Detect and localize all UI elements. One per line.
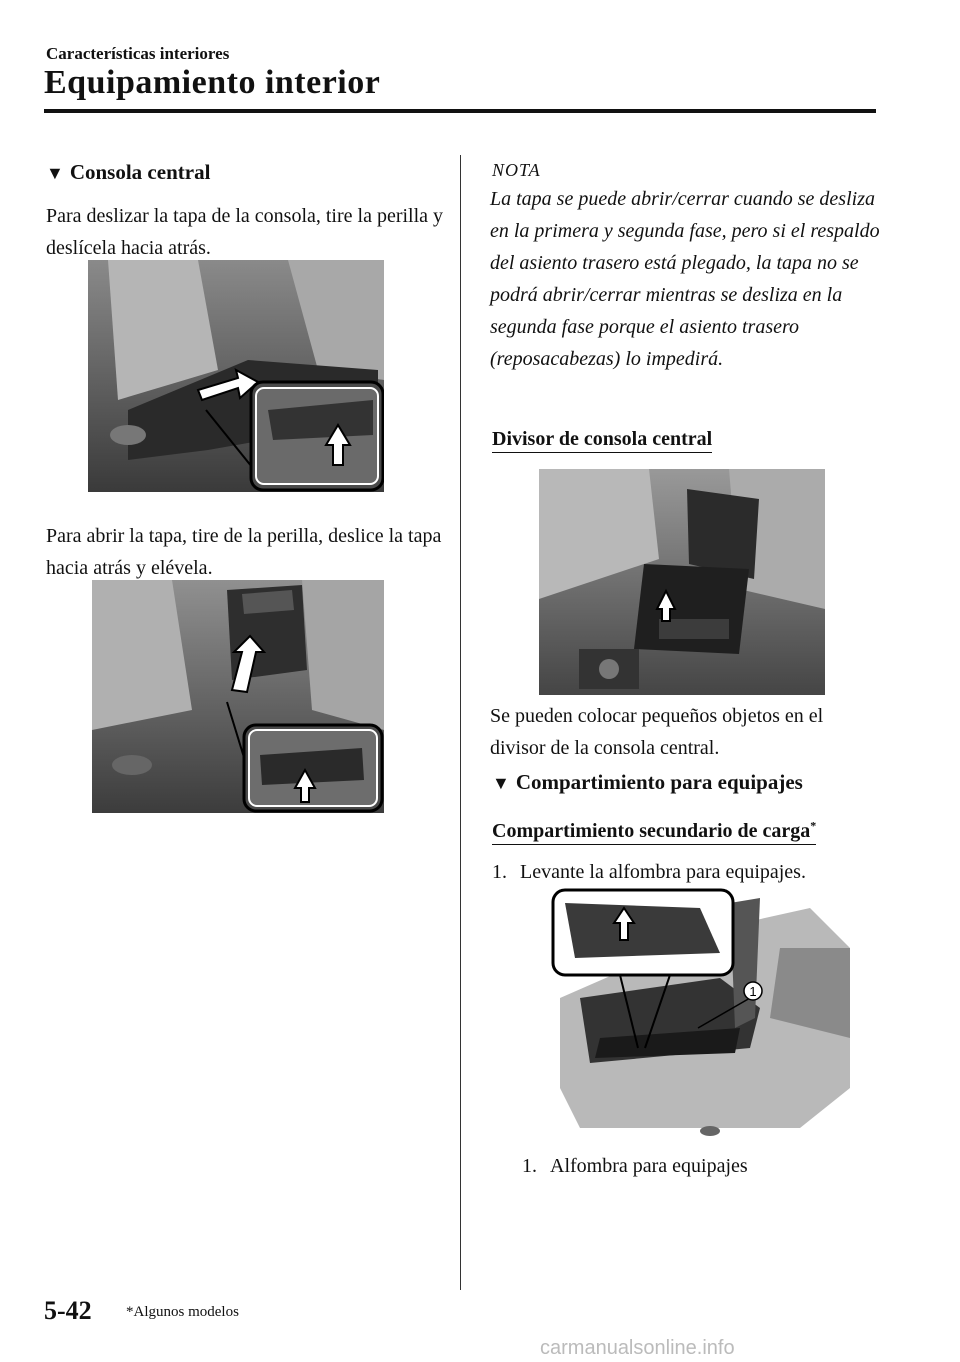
console-slide-illustration — [88, 260, 384, 492]
step-1-number: 1. — [492, 861, 507, 883]
column-divider — [460, 155, 461, 1290]
subheading-divisor-text: Divisor de consola central — [492, 428, 712, 453]
subheading-secundario-wrap — [492, 820, 816, 845]
legend-number: 1. — [522, 1155, 537, 1177]
heading-text: Compartimiento para equipajes — [515, 770, 803, 794]
subheading-secundario — [492, 818, 816, 843]
section-label: Características interiores — [46, 44, 230, 63]
note-text: La tapa se puede abrir/cerrar cuando se desliza en la primera y segunda fase, pero si el respaldo del asiento trasero está plegado, la tapa no se podrá abrir/cerrar mientras se desliza en la segunda fase porque el asiento trasero (reposacabezas) lo impedirá. — [490, 188, 880, 370]
callout-number: 1 — [749, 984, 757, 999]
console-divider-illustration — [539, 469, 825, 695]
luggage-photo — [550, 888, 858, 1143]
heading-text: Consola central — [69, 160, 211, 184]
luggage-illustration — [550, 888, 858, 1143]
note-title: NOTA — [492, 160, 541, 180]
footnote-mark: * — [810, 818, 817, 832]
console-open-illustration — [92, 580, 384, 813]
step-1-text: Levante la alfombra para equipajes. — [520, 861, 806, 883]
legend-text: Alfombra para equipajes — [550, 1155, 748, 1177]
triangle-bullet-icon: ▼ — [46, 163, 64, 183]
header-rule — [44, 109, 876, 113]
legend-item — [522, 1150, 748, 1182]
subheading-secundario-text: Compartimiento secundario de carga — [492, 819, 811, 842]
console-divider-photo — [539, 469, 825, 695]
step-1 — [492, 856, 806, 888]
paragraph-open-lid: Para abrir la tapa, tire de la perilla, deslice la tapa hacia atrás y elévela. — [46, 525, 442, 579]
footnote: *Algunos modelos — [126, 1304, 239, 1320]
watermark: carmanualsonline.info — [540, 1337, 735, 1359]
console-slide-photo — [88, 260, 384, 492]
heading-consola-central — [46, 160, 210, 185]
heading-compartimiento — [492, 770, 803, 795]
triangle-bullet-icon: ▼ — [492, 773, 510, 793]
paragraph-divisor: Se pueden colocar pequeños objetos en el divisor de la consola central. — [490, 705, 824, 759]
paragraph-slide-lid: Para deslizar la tapa de la consola, tire la perilla y deslícela hacia atrás. — [46, 205, 444, 259]
subheading-divisor — [492, 428, 712, 451]
chapter-title: Equipamiento interior — [44, 64, 381, 101]
console-open-photo — [92, 580, 384, 813]
page-number: 5-42 — [44, 1296, 92, 1325]
